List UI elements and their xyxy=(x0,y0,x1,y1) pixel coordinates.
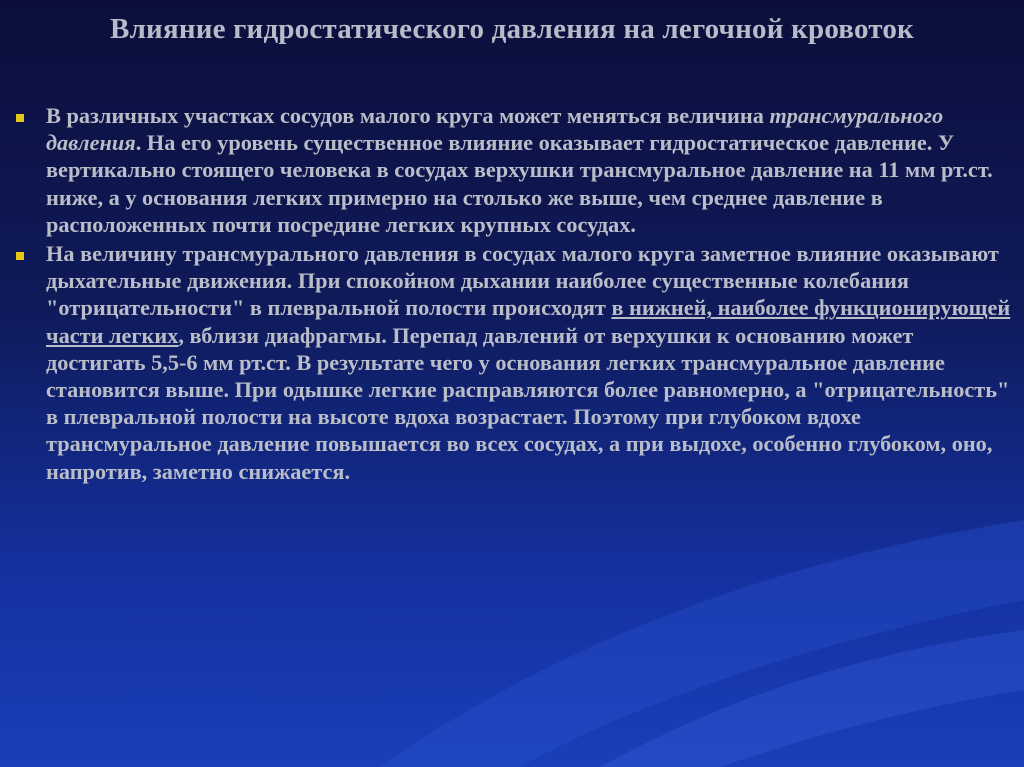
square-bullet-icon xyxy=(16,114,24,122)
bullet-2-text-continued: , вблизи диафрагмы. Перепад давлений от верхушки к основанию может достигать 5,5-6 мм рт.ст. В результате чего у основания легких трансмуральное давление становится выше. При одышке легкие расправляются более равномерно, а "отрицательность" в плевральной полости на высоте вдоха возрастает. Поэтому при глубоком вдохе трансмуральное давление повышается во всех сосудах, а при выдохе, особенно глубоком, оно, напротив, заметно снижается. xyxy=(46,322,1010,484)
bullet-2-underlined-phrase: в нижней, наиболее функционирующей части легких xyxy=(46,295,1011,348)
bullet-item-2 xyxy=(16,240,1016,485)
slide-title: Влияние гидростатического давления на легочной кровоток xyxy=(110,13,914,45)
bullet-item-1 xyxy=(16,102,1016,238)
bullet-2-text: На величину трансмурального давления в сосудах малого круга заметное влияние оказывают дыхательные движения. При спокойном дыхании наиболее существенные колебания "отрицательности" в плевральной полости происходят xyxy=(46,241,999,321)
bullet-1-italic-term: трансмурального давления xyxy=(46,103,944,156)
slide-content xyxy=(16,102,1016,487)
bullet-1-text-continued: . На его уровень существенное влияние оказывает гидростатическое давление. У вертикально стоящего человека в сосудах верхушки трансмуральное давление на 11 мм рт.ст. ниже, а у основания легких примерно на столько же выше, чем среднее давление в расположенных почти посредине легких крупных сосудах. xyxy=(46,130,993,237)
square-bullet-icon xyxy=(16,252,24,260)
bullet-1-text: В различных участках сосудов малого круга может меняться величина xyxy=(46,103,770,128)
